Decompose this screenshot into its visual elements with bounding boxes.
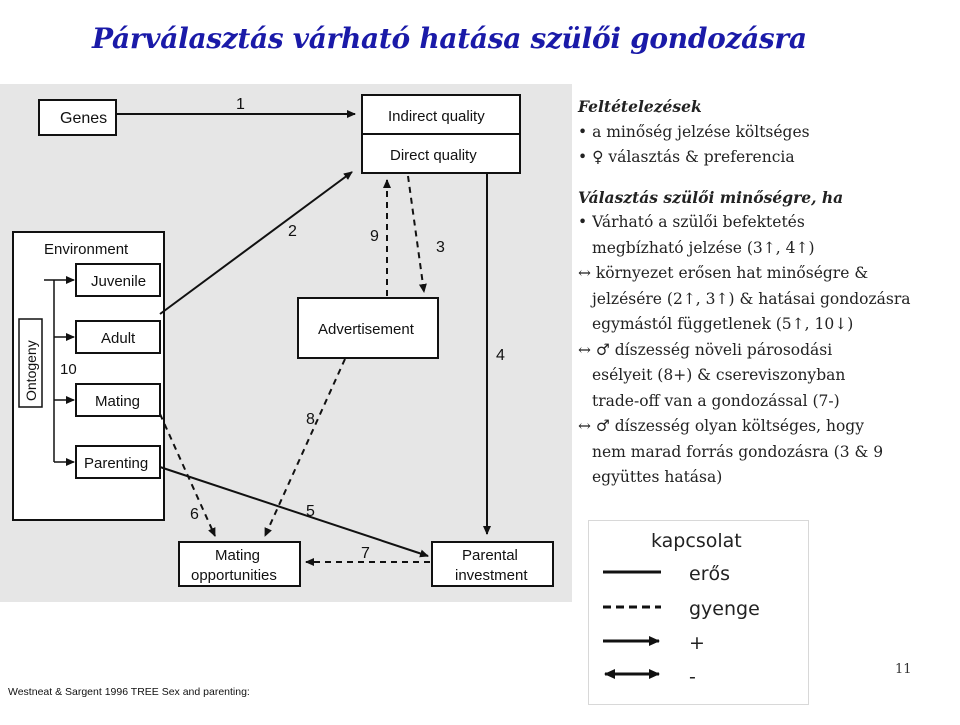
choice-line: jelzésére (2↑, 3↑) & hatásai gondozásra	[592, 289, 911, 308]
arrow-number: 5	[306, 503, 315, 520]
choice-line: ↔ ♂ díszesség olyan költséges, hogy	[578, 417, 864, 435]
legend-item: gyenge	[689, 598, 760, 620]
adult-label: Adult	[101, 330, 136, 347]
advertisement-label: Advertisement	[318, 321, 414, 338]
arrow-number: 6	[190, 506, 199, 523]
legend-item: -	[689, 666, 696, 688]
ontogeny-label: Ontogeny	[23, 340, 39, 401]
choice-header: Választás szülői minőségre, ha	[578, 187, 844, 207]
arrow-number: 7	[361, 545, 370, 562]
legend-item: +	[689, 632, 705, 654]
assumptions-header: Feltételezések	[578, 97, 702, 116]
assumption-line: • ♀ választás & preferencia	[578, 148, 795, 166]
choice-line: együttes hatása)	[592, 468, 723, 486]
choice-line: trade-off van a gondozással (7-)	[592, 391, 840, 410]
arrow-number: 8	[306, 411, 315, 428]
choice-line: egymástól függetlenek (5↑, 10↓)	[592, 315, 854, 333]
legend-item: erős	[689, 563, 731, 585]
arrow-number: 4	[496, 347, 505, 364]
environment-label: Environment	[44, 241, 129, 258]
parental-investment-label: Parental	[462, 547, 518, 564]
assumption-line: • a minőség jelzése költséges	[578, 122, 810, 141]
arrow-number: 3	[436, 239, 445, 256]
text-panel	[578, 94, 953, 491]
mating-opportunities-label: Mating	[215, 547, 261, 564]
genes-label: Genes	[60, 110, 108, 127]
arrow-number: 1	[236, 96, 245, 113]
choice-line: megbízható jelzése (3↑, 4↑)	[592, 238, 815, 257]
choice-line: ↔ környezet erősen hat minőségre &	[578, 264, 869, 282]
juvenile-label: Juvenile	[91, 273, 147, 290]
arrow-number: 10	[60, 361, 77, 378]
arrow-number: 9	[370, 228, 379, 245]
direct-quality-label: Direct quality	[390, 147, 477, 164]
arrow-number: 2	[288, 223, 297, 240]
parenting-label: Parenting	[84, 455, 149, 472]
citation: Westneat & Sargent 1996 TREE Sex and parenting:	[8, 686, 250, 698]
page-number: 11	[895, 662, 912, 677]
mating-label: Mating	[95, 393, 141, 410]
choice-line: ↔ ♂ díszesség növeli párosodási	[578, 340, 833, 359]
care-diagram	[0, 84, 572, 602]
legend-title: kapcsolat	[651, 530, 742, 552]
choice-line: esélyeit (8+) & csereviszonyban	[592, 366, 846, 384]
parental-investment-label: investment	[455, 567, 528, 584]
choice-line: nem marad forrás gondozásra (3 & 9	[592, 442, 884, 461]
mating-opportunities-label: opportunities	[191, 567, 277, 584]
slide-title: Párválasztás várható hatása szülői gondozásra	[92, 22, 807, 55]
legend-box	[588, 520, 809, 705]
indirect-quality-label: Indirect quality	[388, 108, 485, 125]
choice-line: • Várható a szülői befektetés	[578, 213, 805, 231]
